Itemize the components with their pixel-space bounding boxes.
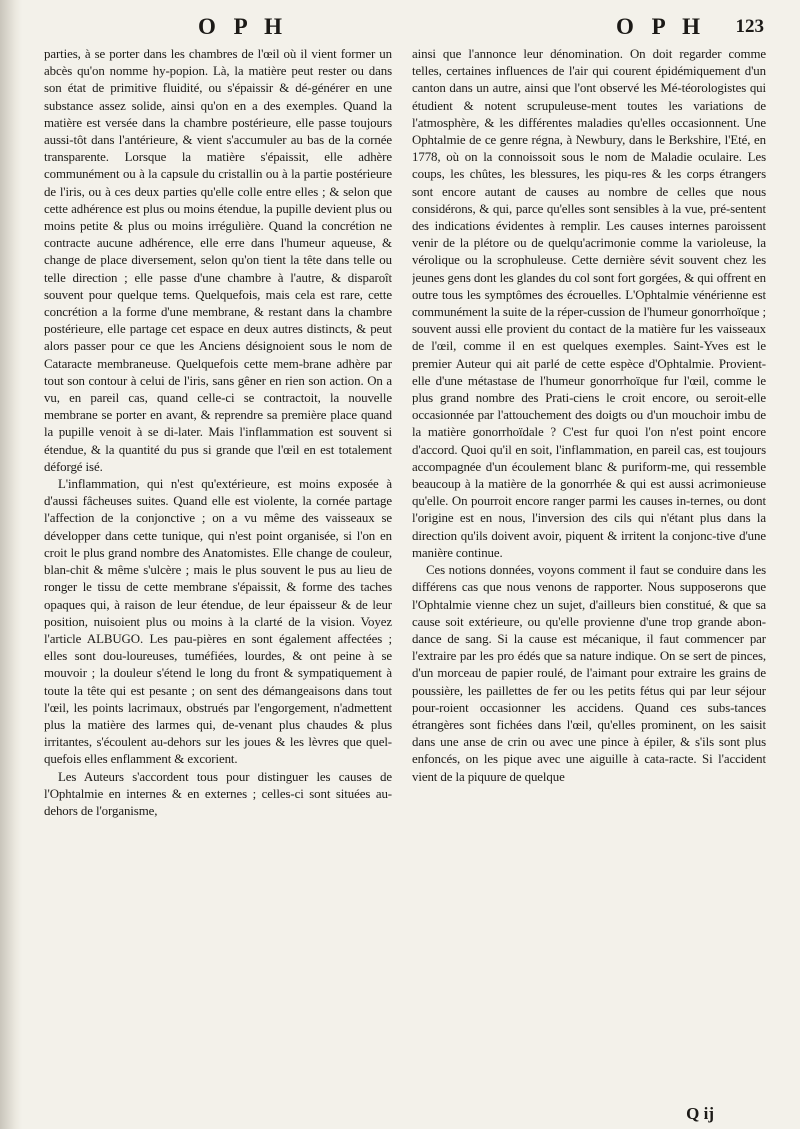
header-right-title: O P H: [616, 14, 707, 39]
paragraph: ainsi que l'annonce leur dénomination. On doit regarder comme telles, certaines influences de l'air qui courent épidémiquement d'un canton dans un autre, ainsi que l'ont observé les Mé-téorologistes qui étudient & notent scrupuleuse-ment toutes les variations de l'atmosphère, & les différentes maladies qu'elles occasionnent. Une Ophtalmie de ce genre régna, à Newbury, dans le Berkshire, l'Eté, en 1778, où on la connoissoit sous le nom de Maladie oculaire. Les coups, les chûtes, les blessures, les piqu-res & les corps étrangers sont encore autant de causes au nombre de celles que nous considérons, & qui, parce qu'elles sont sensibles à la vue, pré-sentent des indications évidentes à remplir. Les causes internes paroissent venir de la plétore ou de quelqu'acrimonie comme la varioleuse, la vérolique ou la scrophuleuse. Cette dernière sévit souvent chez les jeunes gens dont les glandes du col sont fort gorgées, & qui offrent en outre tous les symptômes des écrouelles. L'Ophtalmie vénérienne est communément la suite de la réper-cussion de l'humeur gonorrhoïque ; souvent aussi elle provient du contact de la matière fur les vaisseaux de l'œil, comme il en est quelques exemples. Saint-Yves est le premier Auteur qui ait parlé de cette espèce d'Ophtalmie. Provient-elle d'une métastase de l'humeur gonorrhoïque fur l'œil, comme le plus grand nombre des Prati-ciens le croit encore, ou seroit-elle occasionnée par l'attouchement des doigts ou d'un mouchoir imbu de la matière gonorrhoïdale ? C'est fur quoi l'on n'est point encore d'accord. Quoi qu'il en soit, l'inflammation, en pareil cas, est toujours accompagnée d'un écoulement blanc & puriform-me, qui ressemble beaucoup à la matière de la gonorrhée & qui est aussi acrimonieuse qu'elle. On pourroit encore ranger parmi les causes in-ternes, ou dont l'origine est en nous, l'inversion des cils qui n'étant plus dans la direction qu'ils doivent avoir, piquent & irritent la conjonc-tive d'une manière continue.: [412, 47, 766, 560]
page-gutter: [0, 0, 22, 1129]
left-column: [44, 46, 392, 1129]
right-column: [412, 46, 766, 1129]
running-header: [40, 14, 770, 40]
paragraph: Les Auteurs s'accordent tous pour distinguer les causes de l'Ophtalmie en internes & en externes ; celles-ci sont situées au-dehors de l'organisme,: [44, 769, 392, 818]
header-left-title: O P H: [198, 14, 289, 39]
page-number: 123: [735, 16, 764, 37]
paragraph: Ces notions données, voyons comment il faut se conduire dans les différens cas que nous venons de rapporter. Nous supposerons que l'Ophtalmie vienne chez un sujet, d'ailleurs bien constitué, & que sa cause soit extérieure, ou qu'elle provienne d'une trop grande abon-dance de sang. Si la cause est mécanique, il faut commencer par l'extraire par les pro édés que sa nature indique. On se sert de pinces, d'un morceau de papier roulé, de l'aimant pour extraire les grains de poussière, les paillettes de fer ou les petits fétus qui par leur séjour pour-roient occasionner les accidens. Quand ces subs-tances étrangères sont fichées dans l'œil, qu'elles prominent, on les saisit dans une anse de crin ou avec une pince à épiler, & s'ils sont plus enfoncés, on les pique avec une aiguille à cata-racte. Si l'accident vient de la piquure de quelque: [412, 563, 766, 784]
signature-mark: Q ij: [686, 1104, 714, 1123]
paragraph: parties, à se porter dans les chambres de l'œil où il vient former un abcès qu'on nomme hy-popion. Là, la matière peut rester ou dans son état de primitive fluidité, ou s'épaissir & dé-générer en une substance assez solide, ainsi qu'on en a des exemples. Quand la matière est versée dans la chambre postérieure, elle passe toujours aussi-tôt dans l'antérieure, & vient s'accumuler au bas de la cornée transparente. Lorsque la matière s'épaissit, elle adhère communément ou à la capsule du cristallin ou à la partie postérieure de l'iris, ou à ces deux parties qu'elle colle entre elles ; & selon que cette adhérence est plus ou moins étendue, la pupille devient plus ou moins petite & plus ou moins irrégulière. Quand la concrétion ne contracte aucune adhérence, elle erre dans l'humeur aqueuse, & change de place diversement, selon qu'on tient la tête dans telle ou telle direction ; elle passe d'une chambre à l'autre, & disparoît souvent pour quelque tems. Quelquefois, mais cela est rare, cette concrétion a la forme d'une membrane, & restant dans la chambre postérieure, elle partage cet espace en deux autres distincts, & peut alors passer pour ce que les Anciens désignoient sous le nom de Cataracte membraneuse. Quelquefois cette mem-brane adhère par tout son contour à celui de l'iris, sans gêner en rien son action. On a vu, en pareil cas, quand celle-ci se contractoit, la nouvelle membrane se porter en avant, & reprendre sa première place quand la pupille venoit à se di-later. Mais l'inflammation est souvent si étendue, & la quantité du pus si grande que l'œil en est totalement déforgé isé.: [44, 47, 392, 474]
paragraph: L'inflammation, qui n'est qu'extérieure, est moins exposée à d'aussi fâcheuses suites. Quand elle est violente, la cornée partage l'affection de la conjonctive ; on a vu même des vaisseaux se développer dans cette tunique, qui n'est point organisée, si l'on en croit le plus grand nombre des Anatomistes. Elle change de couleur, blan-chit & même s'ulcère ; mais le plus souvent le pus au lieu de ronger le tissu de cette membrane s'épaissit, & forme des taches opaques qui, à raison de leur étendue, de leur épaisseur & de leur position, nuisoient plus ou moins à la clarté de la vision. Voyez l'article ALBUGO. Les pau-pières en sont également affectées ; elles sont dou-loureuses, tuméfiées, lourdes, & ont peine à se mouvoir ; la douleur s'étend le long du front & sympatiquement à toute la tête qui est pesante ; on sent des démangeaisons dans tout l'œil, les points lacrimaux, obstrués par l'engorgement, n'admettent plus la matière des larmes qui, de-venant plus chaudes & plus irritantes, s'écoulent au-dehors sur les joues & les lèvres que quel-quefois elles enflamment & excorient.: [44, 477, 392, 767]
